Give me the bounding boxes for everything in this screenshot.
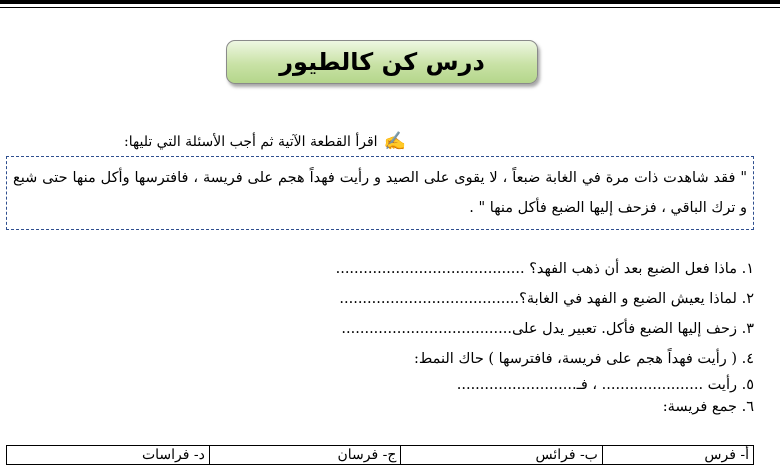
choice-a[interactable]: أ- فرس: [602, 446, 753, 465]
question-4: ٤. ( رأيت فهداً هجم على فريسة، فافترسها ) حاك النمط:: [413, 351, 754, 367]
choice-b[interactable]: ب- فرائس: [401, 446, 602, 465]
reading-passage: " فقد شاهدت ذات مرة في الغابة ضبعاً ، لا يقوى على الصيد و رأيت فهداً هجم على فريسة ، فافترسها وأكل منها حتى شبع و ترك الباقي ، فزحف إليها الضبع فأكل منها " .: [6, 156, 754, 230]
top-border-thin: [0, 7, 780, 8]
question-3: ٣. زحف إليها الضبع فأكل. تعبير يدل على.....................................: [341, 321, 754, 337]
lesson-title-box: [226, 40, 538, 84]
instruction-line: [124, 133, 406, 151]
question-6: ٦. جمع فريسة:: [662, 399, 754, 415]
lesson-title: درس كن كالطيور: [279, 48, 485, 76]
choice-d[interactable]: د- فراسات: [7, 446, 210, 465]
question-5: ٥. رأيت ...................... ، فـ..........................: [456, 377, 754, 393]
top-border-thick: [0, 0, 780, 4]
instruction-text: اقرأ القطعة الآتية ثم أجب الأسئلة التي تليها:: [124, 134, 378, 150]
questions-list: [14, 254, 754, 418]
choices-table: [6, 445, 754, 465]
choice-c[interactable]: ج- فرسان: [209, 446, 401, 465]
question-2: ٢. لماذا يعيش الضبع و الفهد في الغابة؟.......................................: [339, 291, 754, 307]
question-1: ١. ماذا فعل الضبع بعد أن ذهب الفهد؟ .........................................: [335, 261, 754, 277]
pencil-icon: ✍: [383, 131, 406, 152]
